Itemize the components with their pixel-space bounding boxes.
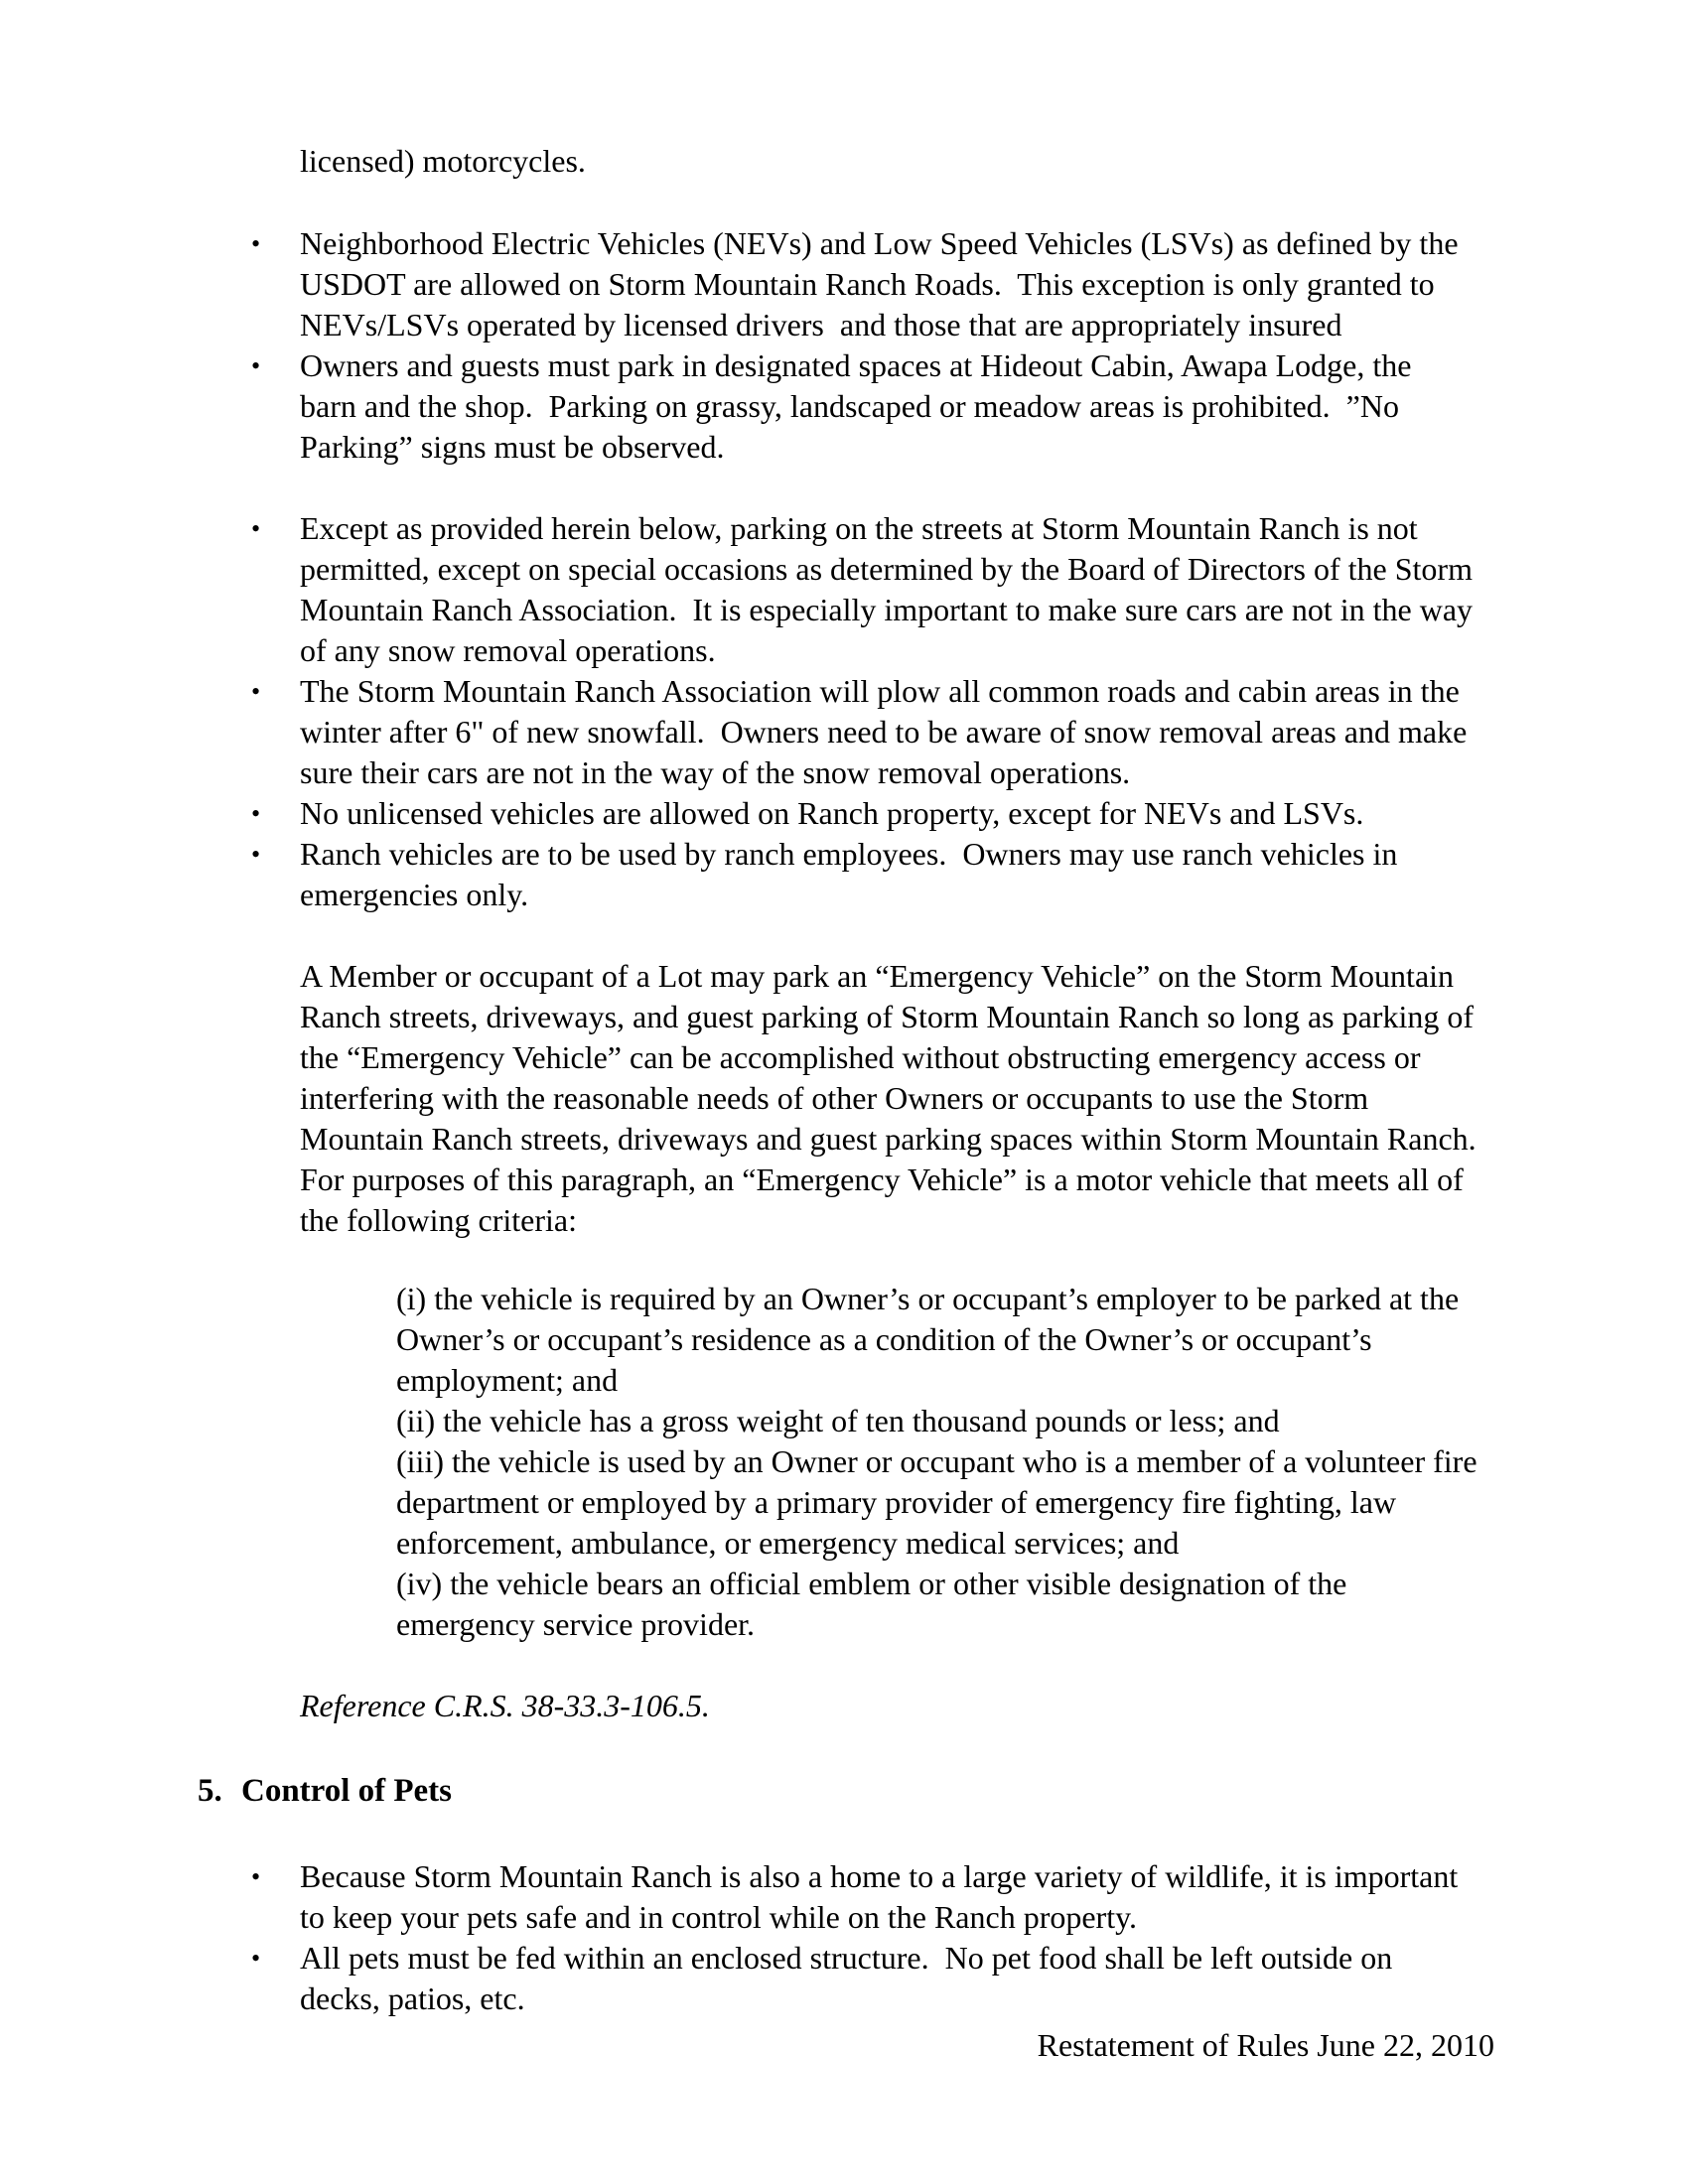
bullet-text: Owners and guests must park in designated spaces at Hideout Cabin, Awapa Lodge, the barn and the shop. Parking on grassy, landscaped or meadow areas is prohibited. ”No Parking” signs must be observed. — [300, 347, 1420, 465]
reference-citation: Reference C.R.S. 38-33.3-106.5. — [300, 1688, 710, 1723]
bullet-icon: • — [251, 799, 261, 828]
bullet-item — [251, 834, 1475, 915]
criteria-list — [396, 1279, 1485, 1645]
bullet-icon: • — [251, 1944, 261, 1973]
page-footer: Restatement of Rules June 22, 2010 — [1037, 2027, 1494, 2063]
bullet-icon: • — [251, 229, 261, 258]
bullet-item — [251, 345, 1475, 468]
bullet-item — [251, 793, 1475, 834]
bullet-item — [251, 1856, 1475, 1938]
bullet-text: No unlicensed vehicles are allowed on Ranch property, except for NEVs and LSVs. — [300, 795, 1364, 831]
bullet-text: All pets must be fed within an enclosed structure. No pet food shall be left outside on decks, patios, etc. — [300, 1940, 1401, 2016]
bullet-text: Neighborhood Electric Vehicles (NEVs) and Low Speed Vehicles (LSVs) as defined by the USDOT are allowed on Storm Mountain Ranch Roads. This exception is only granted to NEVs/LSVs operated by licensed drivers and those that are appropriately insured — [300, 225, 1467, 342]
bullet-item — [251, 508, 1481, 671]
criterion-item: (iii) the vehicle is used by an Owner or occupant who is a member of a volunteer fire department or employed by a primary provider of emergency fire fighting, law enforcement, ambulance, or emergency medical services; and — [396, 1443, 1485, 1561]
section-number: 5. — [198, 1773, 222, 1809]
bullet-text: The Storm Mountain Ranch Association will plow all common roads and cabin areas in the winter after 6" of new snowfall. Owners need to be aware of snow removal areas and make sure their cars are not in the way of the snow removal operations. — [300, 673, 1476, 790]
section-heading — [198, 1771, 1688, 1812]
bullet-icon: • — [251, 351, 261, 380]
bullet-icon: • — [251, 840, 261, 869]
bullet-item — [251, 671, 1475, 793]
bullet-icon: • — [251, 514, 261, 543]
criterion-item: (ii) the vehicle has a gross weight of ten thousand pounds or less; and — [396, 1403, 1280, 1438]
bullet-text: Because Storm Mountain Ranch is also a home to a large variety of wildlife, it is important to keep your pets safe and in control while on the Ranch property. — [300, 1858, 1467, 1935]
bullet-item — [251, 223, 1475, 345]
bullet-item — [251, 1938, 1475, 2019]
section-title: Control of Pets — [241, 1773, 453, 1809]
continuation-line: licensed) motorcycles. — [300, 143, 586, 179]
vehicle-rules-bullet-list — [251, 223, 1481, 915]
bullet-icon: • — [251, 1862, 261, 1891]
pets-bullet-list — [251, 1856, 1475, 2019]
criterion-item: (i) the vehicle is required by an Owner’s or occupant’s employer to be parked at the Owner’s or occupant’s residence as a condition of the Owner’s or occupant’s employment; and — [396, 1281, 1468, 1398]
emergency-vehicle-paragraph: A Member or occupant of a Lot may park an “Emergency Vehicle” on the Storm Mountain Ranch streets, driveways, and guest parking of Storm Mountain Ranch so long as parking of the “Emergency Vehicle” can be accomplished without obstructing emergency access or interfering with the reasonable needs of other Owners or occupants to use the Storm Mountain Ranch streets, driveways and guest parking spaces within Storm Mountain Ranch. For purposes of this paragraph, an “Emergency Vehicle” is a motor vehicle that meets all of the following criteria: — [300, 958, 1492, 1238]
bullet-icon: • — [251, 677, 261, 706]
bullet-text: Ranch vehicles are to be used by ranch employees. Owners may use ranch vehicles in emergencies only. — [300, 836, 1406, 912]
criterion-item: (iv) the vehicle bears an official emblem or other visible designation of the emergency service provider. — [396, 1566, 1355, 1642]
bullet-text: Except as provided herein below, parking on the streets at Storm Mountain Ranch is not permitted, except on special occasions as determined by the Board of Directors of the Storm Mountain Ranch Association. It is especially important to make sure cars are not in the way of any snow removal operations. — [300, 510, 1481, 668]
